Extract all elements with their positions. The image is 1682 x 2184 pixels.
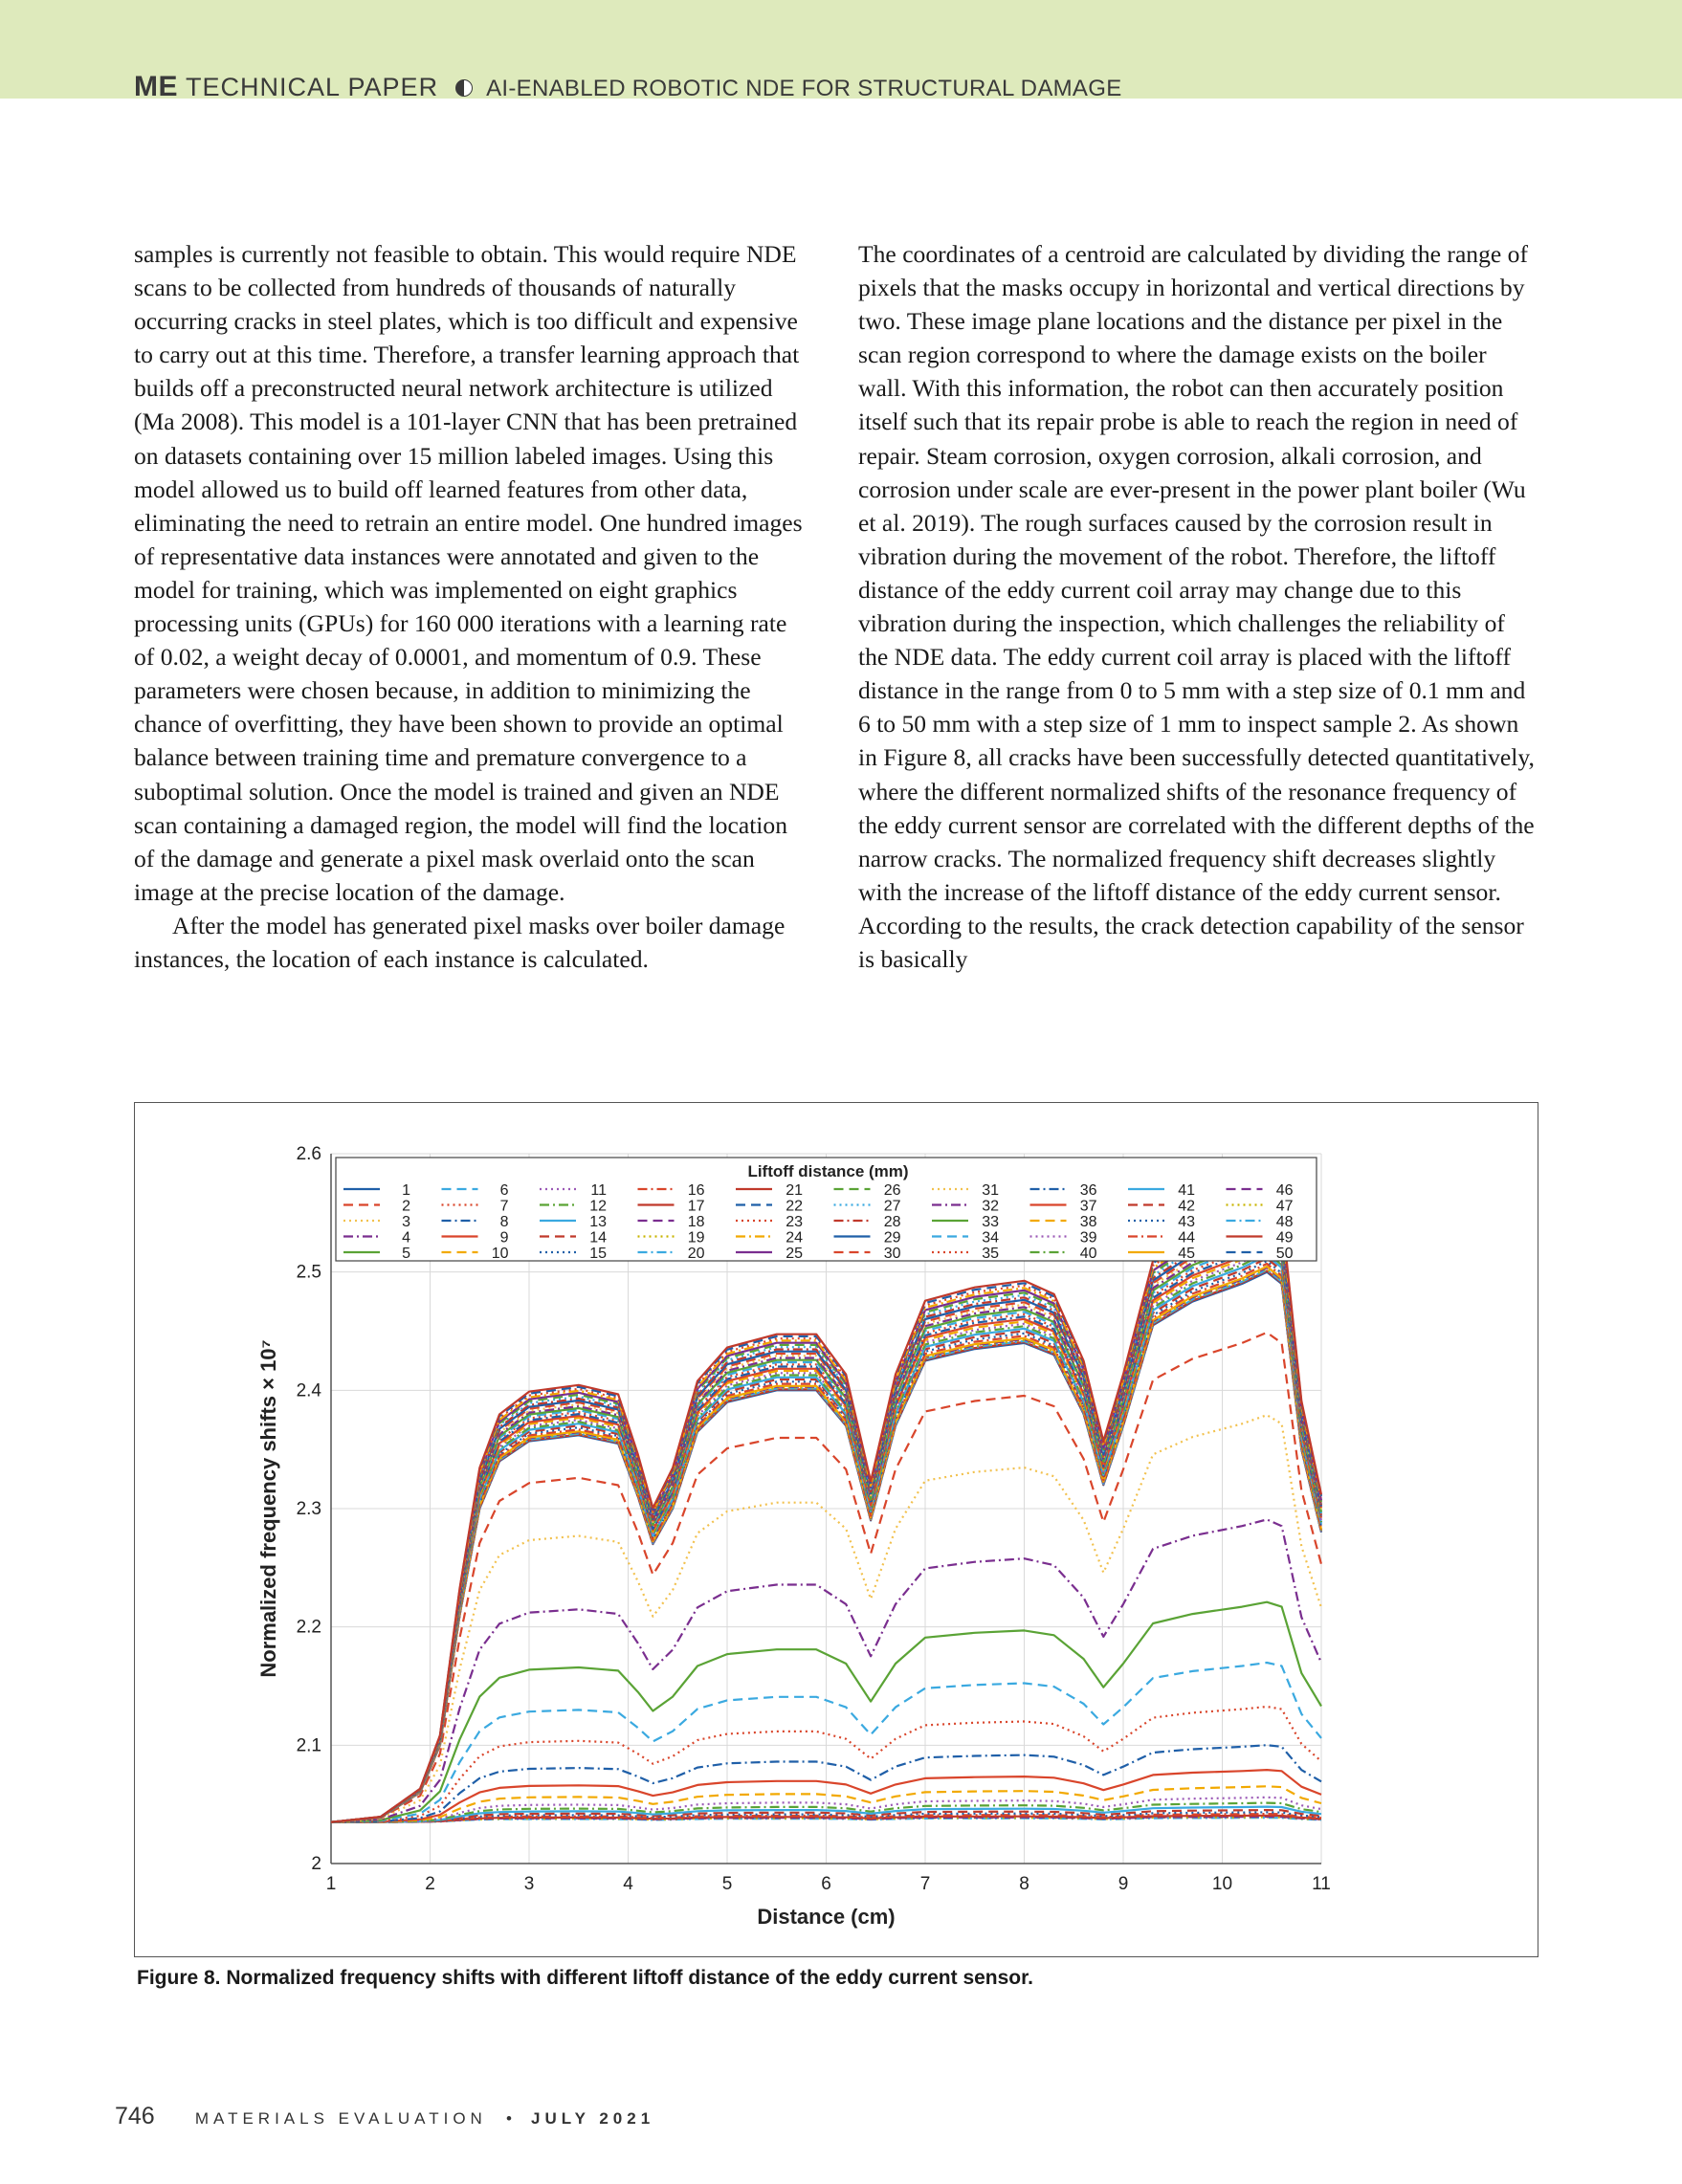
legend-label: 40 <box>1079 1246 1097 1262</box>
legend-label: 26 <box>883 1182 901 1199</box>
x-tick-label: 11 <box>1312 1874 1331 1894</box>
legend-label: 36 <box>1079 1182 1097 1199</box>
y-tick-label: 2.4 <box>296 1380 321 1401</box>
legend-label: 1 <box>402 1182 410 1199</box>
x-tick-label: 6 <box>821 1874 831 1894</box>
x-tick-label: 9 <box>1118 1874 1129 1894</box>
legend-label: 30 <box>883 1246 901 1262</box>
legend-label: 12 <box>589 1198 607 1215</box>
legend-label: 8 <box>499 1214 509 1230</box>
legend-label: 2 <box>402 1198 410 1215</box>
legend-label: 29 <box>883 1229 901 1246</box>
legend-label: 34 <box>982 1229 999 1246</box>
figure-frame <box>134 1102 1538 1957</box>
legend-label: 7 <box>499 1198 509 1215</box>
legend-label: 18 <box>687 1214 705 1230</box>
legend-label: 9 <box>499 1229 509 1246</box>
x-tick-label: 5 <box>721 1874 733 1894</box>
legend-label: 46 <box>1275 1182 1294 1199</box>
legend-label: 21 <box>786 1182 803 1199</box>
legend-label: 39 <box>1079 1229 1097 1246</box>
y-tick-label: 2.1 <box>296 1735 321 1756</box>
legend-label: 3 <box>402 1214 410 1230</box>
legend-label: 31 <box>982 1182 999 1199</box>
legend-label: 6 <box>499 1182 509 1199</box>
legend-label: 43 <box>1178 1214 1195 1230</box>
line-chart <box>135 1103 1538 1956</box>
legend-label: 41 <box>1178 1182 1195 1199</box>
legend-label: 13 <box>589 1214 607 1230</box>
legend-label: 45 <box>1178 1246 1195 1262</box>
legend-label: 4 <box>402 1229 410 1246</box>
legend-label: 49 <box>1275 1229 1294 1246</box>
body-column-left <box>134 237 813 976</box>
paragraph: After the model has generated pixel masks over boiler damage instances, the location of each instance is calculated. <box>134 911 786 973</box>
body-column-right <box>858 237 1538 976</box>
legend-label: 42 <box>1178 1198 1195 1215</box>
y-tick-label: 2.5 <box>296 1262 321 1283</box>
section-label: TECHNICAL PAPER <box>186 73 439 101</box>
legend-label: 22 <box>786 1198 803 1215</box>
legend-label: 50 <box>1275 1246 1294 1262</box>
topic-label: AI-ENABLED ROBOTIC NDE FOR STRUCTURAL DAMAGE <box>486 76 1122 101</box>
legend-label: 16 <box>687 1182 705 1199</box>
y-tick-label: 2.3 <box>296 1499 321 1519</box>
legend-label: 37 <box>1079 1198 1097 1215</box>
legend-label: 20 <box>687 1246 705 1262</box>
figure-caption: Figure 8. Normalized frequency shifts with different liftoff distance of the eddy current sensor. <box>137 1967 1033 1989</box>
x-tick-label: 2 <box>425 1874 435 1894</box>
legend-label: 15 <box>589 1246 607 1262</box>
x-tick-label: 4 <box>623 1874 633 1894</box>
legend-label: 27 <box>883 1198 901 1215</box>
legend-label: 33 <box>982 1214 999 1230</box>
journal-name: MATERIALS EVALUATION <box>194 2109 487 2128</box>
x-tick-label: 1 <box>325 1874 337 1894</box>
legend-label: 10 <box>491 1246 509 1262</box>
legend-label: 5 <box>402 1246 410 1262</box>
issue-date: JULY 2021 <box>531 2109 655 2128</box>
me-logo: ME <box>134 71 178 102</box>
legend-label: 32 <box>982 1198 999 1215</box>
legend-label: 48 <box>1275 1214 1294 1230</box>
footer-bullet: • <box>505 2109 512 2128</box>
legend-label: 11 <box>590 1182 607 1199</box>
y-tick-label: 2.6 <box>296 1144 321 1164</box>
x-tick-label: 3 <box>523 1874 535 1894</box>
x-tick-label: 10 <box>1211 1874 1233 1894</box>
y-tick-label: 2 <box>311 1854 321 1874</box>
x-axis-label: Distance (cm) <box>757 1905 896 1929</box>
paragraph: The coordinates of a centroid are calculated by dividing the range of pixels that the masks occupy in horizontal and vertical directions by two. These image plane locations and the distance per pixel in the scan region correspond to where the damage exists on the boiler wall. With this information, the robot can then accurately position itself such that its repair probe is able to reach the region in need of repair. Steam corrosion, oxygen corrosion, alkali corrosion, and corrosion under scale are ever-present in the power plant boiler (Wu et al. 2019). The rough surfaces caused by the corrosion result in vibration during the movement of the robot. Therefore, the liftoff distance of the eddy current coil array may change due to this vibration during the inspection, which challenges the reliability of the NDE data. The eddy current coil array is placed with the liftoff distance in the range from 0 to 5 mm with a step size of 0.1 mm and 6 to 50 mm with a step size of 1 mm to inspect sample 2. As shown in Figure 8, all cracks have been successfully detected quantitatively, where the different normalized shifts of the resonance frequency of the eddy current sensor are correlated with the different depths of the narrow cracks. The normalized frequency shift decreases slightly with the increase of the liftoff distance of the eddy current sensor. According to the results, the crack detection capability of the sensor is basically <box>858 240 1535 973</box>
legend-label: 25 <box>786 1246 803 1262</box>
x-tick-label: 8 <box>1019 1874 1029 1894</box>
page-number: 746 <box>115 2103 155 2129</box>
legend-label: 14 <box>589 1229 607 1246</box>
legend-label: 17 <box>687 1198 705 1215</box>
half-circle-icon <box>455 79 473 97</box>
legend-label: 38 <box>1079 1214 1097 1230</box>
legend-label: 23 <box>786 1214 803 1230</box>
page-footer <box>115 2103 654 2130</box>
x-tick-label: 7 <box>919 1874 931 1894</box>
y-axis-label: Normalized frequency shifts × 10⁷ <box>256 1339 280 1678</box>
running-header <box>134 71 1122 103</box>
legend-title: Liftoff distance (mm) <box>747 1162 909 1180</box>
legend-label: 19 <box>687 1229 705 1246</box>
legend-label: 24 <box>786 1229 803 1246</box>
paragraph: samples is currently not feasible to obtain. This would require NDE scans to be collected from hundreds of thousands of naturally occurring cracks in steel plates, which is too difficult and expensive to carry out at this time. Therefore, a transfer learning approach that builds off a preconstructed neural network architecture is utilized (Ma 2008). This model is a 101-layer CNN that has been pretrained on datasets containing over 15 million labeled images. Using this model allowed us to build off learned features from other data, eliminating the need to retrain an entire model. One hundred images of representative data instances were annotated and given to the model for training, which was implemented on eight graphics processing units (GPUs) for 160 000 iterations with a learning rate of 0.02, a weight decay of 0.0001, and momentum of 0.9. These parameters were chosen because, in addition to minimizing the chance of overfitting, they have been shown to provide an optimal balance between training time and premature convergence to a suboptimal solution. Once the model is trained and given an NDE scan containing a damaged region, the model will find the location of the damage and generate a pixel mask overlaid onto the scan image at the precise location of the damage. <box>134 240 803 906</box>
legend-label: 47 <box>1275 1198 1294 1215</box>
legend-label: 28 <box>883 1214 901 1230</box>
y-tick-label: 2.2 <box>296 1617 321 1638</box>
legend-label: 35 <box>982 1246 999 1262</box>
legend-label: 44 <box>1178 1229 1195 1246</box>
